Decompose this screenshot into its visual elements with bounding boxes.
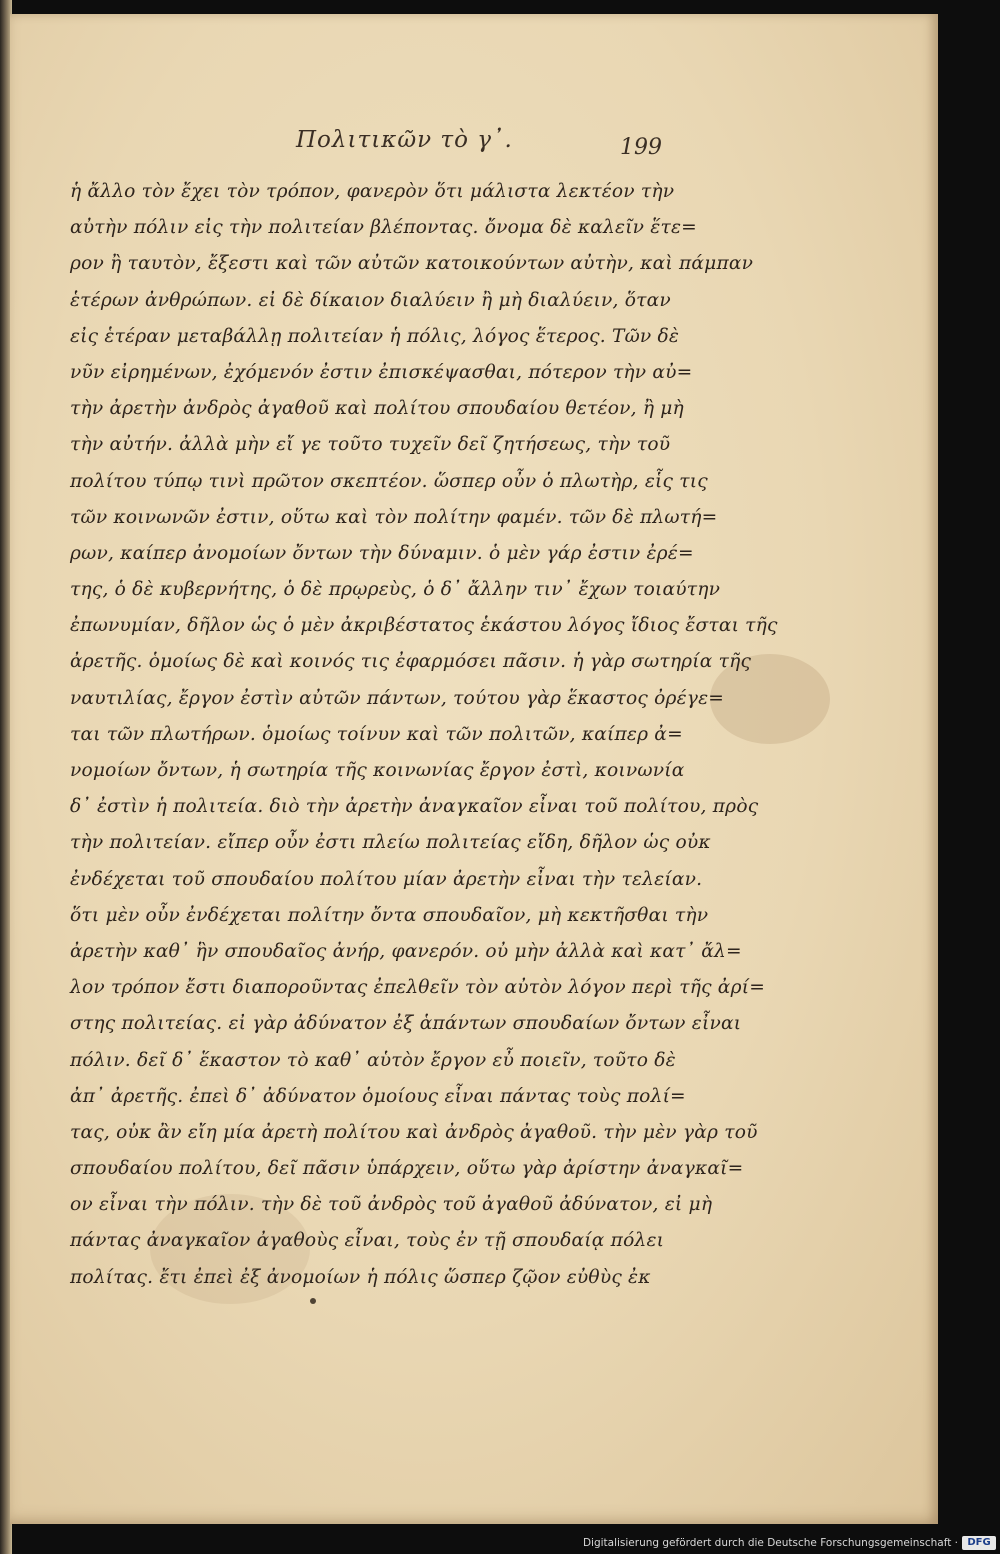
running-title: Πολιτικῶν τὸ γ᾿. (296, 127, 513, 153)
text-line: πάντας ἀναγκαῖον ἀγαθοὺς εἶναι, τοὺς ἐν τῇ σπουδαίᾳ πόλει (70, 1230, 665, 1252)
page-header (10, 127, 938, 167)
page-number: 199 (620, 135, 662, 160)
text-line: ἡ ἄλλο τὸν ἔχει τὸν τρόπον, φανερὸν ὅτι μάλιστα λεκτέον τὴν (70, 181, 675, 202)
text-line: ναυτιλίας, ἔργον ἐστὶν αὐτῶν πάντων, τούτου γὰρ ἕκαστος ὀρέγε= (70, 687, 725, 709)
text-line: ἐπωνυμίαν, δῆλον ὡς ὁ μὲν ἀκριβέστατος ἑκάστου λόγος ἴδιος ἔσται τῆς (70, 615, 778, 637)
book-page (10, 14, 938, 1524)
funding-credit: Digitalisierung gefördert durch die Deutsche Forschungsgemeinschaft · (582, 1537, 958, 1549)
text-line: νῦν εἰρημένων, ἐχόμενόν ἐστιν ἐπισκέψασθαι, πότερον τὴν αὐ= (70, 361, 693, 383)
body-text (70, 174, 778, 1296)
text-line: ὅτι μὲν οὖν ἐνδέχεται πολίτην ὄντα σπουδαῖον, μὴ κεκτῆσθαι τὴν (70, 904, 709, 926)
text-line: τὴν αὐτήν. ἀλλὰ μὴν εἴ γε τοῦτο τυχεῖν δεῖ ζητήσεως, τὴν τοῦ (70, 434, 671, 456)
text-line: της, ὁ δὲ κυβερνήτης, ὁ δὲ πρῳρεὺς, ὁ δ᾿ ἄλλην τιν᾿ ἔχων τοιαύτην (70, 579, 721, 601)
text-line: ἐνδέχεται τοῦ σπουδαίου πολίτου μίαν ἀρετὴν εἶναι τὴν τελείαν. (70, 868, 703, 890)
text-line: ρων, καίπερ ἀνομοίων ὄντων τὴν δύναμιν. ὁ μὲν γάρ ἐστιν ἐρέ= (70, 542, 694, 564)
text-line: εἰς ἑτέραν μεταβάλλῃ πολιτείαν ἡ πόλις, λόγος ἕτερος. Τῶν δὲ (70, 325, 680, 347)
text-line: αὐτὴν πόλιν εἰς τὴν πολιτείαν βλέποντας. ὄνομα δὲ καλεῖν ἕτε= (70, 217, 697, 239)
text-line: στης πολιτείας. εἰ γὰρ ἀδύνατον ἐξ ἁπάντων σπουδαίων ὄντων εἶναι (70, 1013, 742, 1035)
text-line: ἑτέρων ἀνθρώπων. εἰ δὲ δίκαιον διαλύειν ἢ μὴ διαλύειν, ὅταν (70, 289, 671, 311)
text-line: τὴν ἀρετὴν ἀνδρὸς ἀγαθοῦ καὶ πολίτου σπουδαίου θετέον, ἢ μὴ (70, 398, 684, 420)
text-line: ον εἶναι τὴν πόλιν. τὴν δὲ τοῦ ἀνδρὸς τοῦ ἀγαθοῦ ἀδύνατον, εἰ μὴ (70, 1194, 713, 1216)
text-line: ται τῶν πλωτήρων. ὁμοίως τοίνυν καὶ τῶν πολιτῶν, καίπερ ἀ= (70, 723, 683, 745)
footer-bar (0, 1536, 1000, 1554)
text-line: λον τρόπον ἔστι διαποροῦντας ἐπελθεῖν τὸν αὐτὸν λόγον περὶ τῆς ἀρί= (70, 977, 765, 999)
text-line: σπουδαίου πολίτου, δεῖ πᾶσιν ὑπάρχειν, οὕτω γὰρ ἀρίστην ἀναγκαῖ= (70, 1158, 744, 1180)
text-line: τὴν πολιτείαν. εἴπερ οὖν ἐστι πλείω πολιτείας εἴδη, δῆλον ὡς οὐκ (70, 832, 711, 854)
text-line: δ᾿ ἐστὶν ἡ πολιτεία. διὸ τὴν ἀρετὴν ἀναγκαῖον εἶναι τοῦ πολίτου, πρὸς (70, 796, 759, 818)
text-line: τῶν κοινωνῶν ἐστιν, οὕτω καὶ τὸν πολίτην φαμέν. τῶν δὲ πλωτή= (70, 506, 718, 528)
text-line: πολίτας. ἔτι ἐπεὶ ἐξ ἀνομοίων ἡ πόλις ὥσπερ ζῷον εὐθὺς ἐκ (70, 1266, 651, 1288)
text-line: ρον ἢ ταυτὸν, ἔξεστι καὶ τῶν αὐτῶν κατοικούντων αὐτὴν, καὶ πάμπαν (70, 253, 754, 275)
text-line: ἀρετὴν καθ᾿ ἣν σπουδαῖος ἀνήρ, φανερόν. οὐ μὴν ἀλλὰ καὶ κατ᾿ ἄλ= (70, 940, 742, 962)
text-line: τας, οὐκ ἂν εἴη μία ἀρετὴ πολίτου καὶ ἀνδρὸς ἀγαθοῦ. τὴν μὲν γὰρ τοῦ (70, 1121, 758, 1143)
text-line: πολίτου τύπῳ τινὶ πρῶτον σκεπτέον. ὥσπερ οὖν ὁ πλωτὴρ, εἷς τις (70, 470, 708, 492)
ink-speck (310, 1298, 316, 1304)
text-line: πόλιν. δεῖ δ᾿ ἕκαστον τὸ καθ᾿ αὑτὸν ἔργον εὖ ποιεῖν, τοῦτο δὲ (70, 1049, 676, 1071)
dfg-logo: DFG (962, 1536, 996, 1550)
text-line: ἀρετῆς. ὁμοίως δὲ καὶ κοινός τις ἐφαρμόσει πᾶσιν. ἡ γὰρ σωτηρία τῆς (70, 651, 752, 673)
text-line: νομοίων ὄντων, ἡ σωτηρία τῆς κοινωνίας ἔργον ἐστὶ, κοινωνία (70, 760, 685, 781)
text-line: ἀπ᾿ ἀρετῆς. ἐπεὶ δ᾿ ἀδύνατον ὁμοίους εἶναι πάντας τοὺς πολί= (70, 1085, 686, 1107)
